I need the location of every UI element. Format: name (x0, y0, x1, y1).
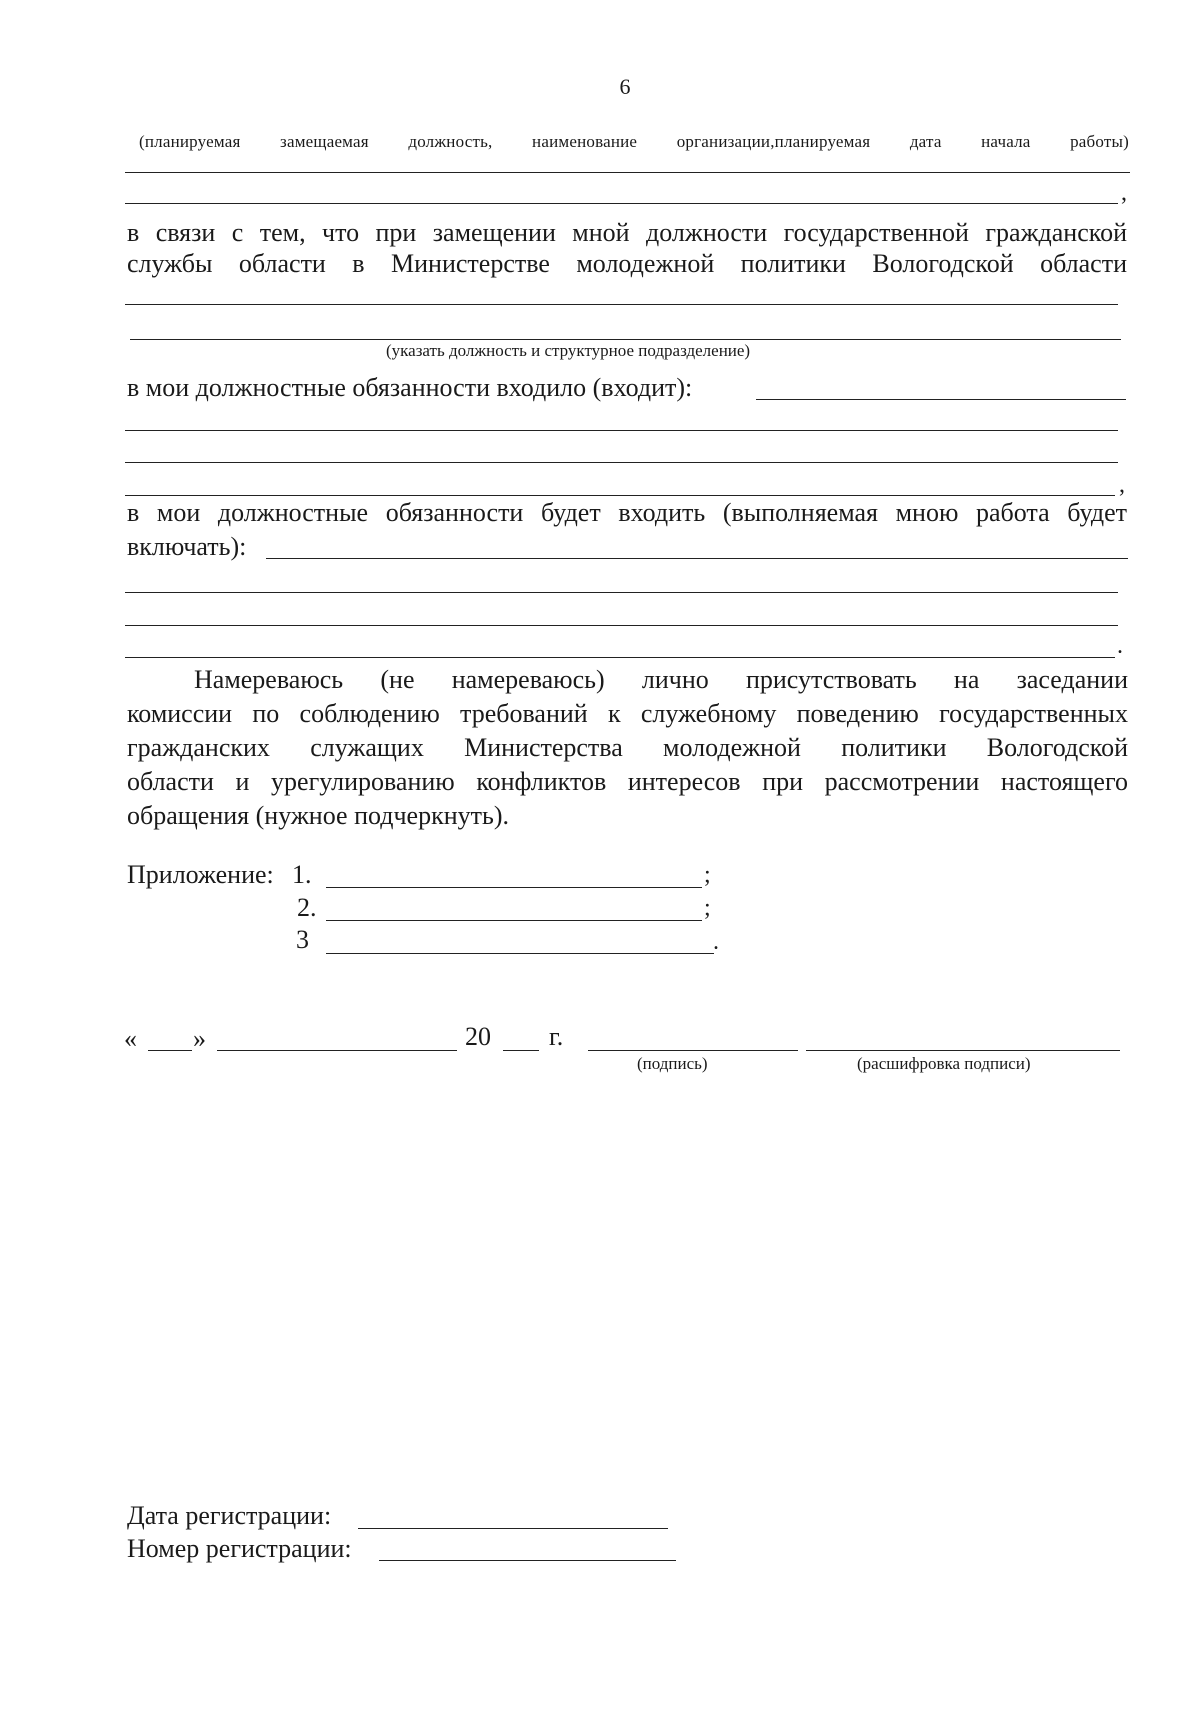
registration-number-line[interactable] (379, 1560, 676, 1561)
duties-will-line-2[interactable] (125, 625, 1118, 626)
period-1: . (1117, 633, 1123, 659)
attachment-sep-2: ; (704, 895, 711, 921)
duties-included-line-0[interactable] (756, 399, 1126, 400)
signature-caption: (подпись) (637, 1054, 708, 1073)
duties-included-label: в мои должностные обязанности входило (входит): (127, 373, 693, 402)
intent-line-2: комиссии по соблюдению требований к служебному поведению государственных (127, 699, 1128, 728)
year-line[interactable] (503, 1050, 539, 1051)
decoding-line[interactable] (806, 1050, 1120, 1051)
attachment-number-1: 1. (292, 860, 312, 889)
attachment-line-3[interactable] (326, 953, 714, 954)
planned-position-caption: (планируемая замещаемая должность, наименование организации,планируемая дата начала работы) (139, 132, 1129, 151)
decoding-caption: (расшифровка подписи) (857, 1054, 1031, 1073)
attachment-line-1[interactable] (326, 887, 702, 888)
registration-date-label: Дата регистрации: (127, 1501, 332, 1530)
attachments-label: Приложение: (127, 860, 274, 889)
intent-line-1: Намереваюсь (не намереваюсь) лично присутствовать на заседании (194, 665, 1128, 694)
signature-line[interactable] (588, 1050, 798, 1051)
attachment-sep-1: ; (704, 862, 711, 888)
day-line[interactable] (148, 1050, 192, 1051)
intent-paragraph (127, 663, 1128, 833)
planned-position-line-2[interactable] (125, 203, 1118, 204)
attachment-number-2: 2. (297, 893, 317, 922)
registration-number-label: Номер регистрации: (127, 1534, 352, 1563)
duties-included-line-2[interactable] (125, 462, 1118, 463)
attachment-line-2[interactable] (326, 920, 702, 921)
duties-will-line-1-text: в мои должностные обязанности будет входить (выполняемая мною работа будет (127, 498, 1127, 527)
planned-position-line-1[interactable] (125, 172, 1130, 173)
current-position-line-1[interactable] (125, 304, 1118, 305)
intent-line-3: гражданских служащих Министерства молодежной политики Вологодской (127, 733, 1128, 762)
duties-will-line-2-text: включать): (127, 532, 247, 561)
attachment-number-3: 3 (296, 925, 309, 954)
quote-open: « (124, 1024, 137, 1053)
position-caption: (указать должность и структурное подразделение) (386, 341, 751, 360)
intent-line-5: обращения (нужное подчеркнуть). (127, 801, 510, 830)
comma-2: , (1119, 472, 1125, 498)
duties-included-line-1[interactable] (125, 430, 1118, 431)
attachment-sep-3: . (713, 929, 719, 955)
duties-will-line-0[interactable] (266, 558, 1128, 559)
connection-line-2: службы области в Министерстве молодежной политики Вологодской области (127, 249, 1127, 278)
year-prefix: 20 (465, 1022, 491, 1051)
duties-will-line-1[interactable] (125, 592, 1118, 593)
current-position-line-2[interactable] (130, 339, 1121, 340)
page-number: 6 (619, 74, 631, 99)
connection-line-1: в связи с тем, что при замещении мной должности государственной гражданской (127, 218, 1127, 247)
year-suffix: г. (549, 1022, 564, 1051)
duties-included-line-3[interactable] (125, 495, 1115, 496)
month-line[interactable] (217, 1050, 457, 1051)
comma-1: , (1121, 180, 1127, 206)
duties-will-line-3[interactable] (125, 657, 1115, 658)
intent-line-4: области и урегулированию конфликтов интересов при рассмотрении настоящего (127, 767, 1128, 796)
quote-close: » (193, 1024, 206, 1053)
registration-date-line[interactable] (358, 1528, 668, 1529)
